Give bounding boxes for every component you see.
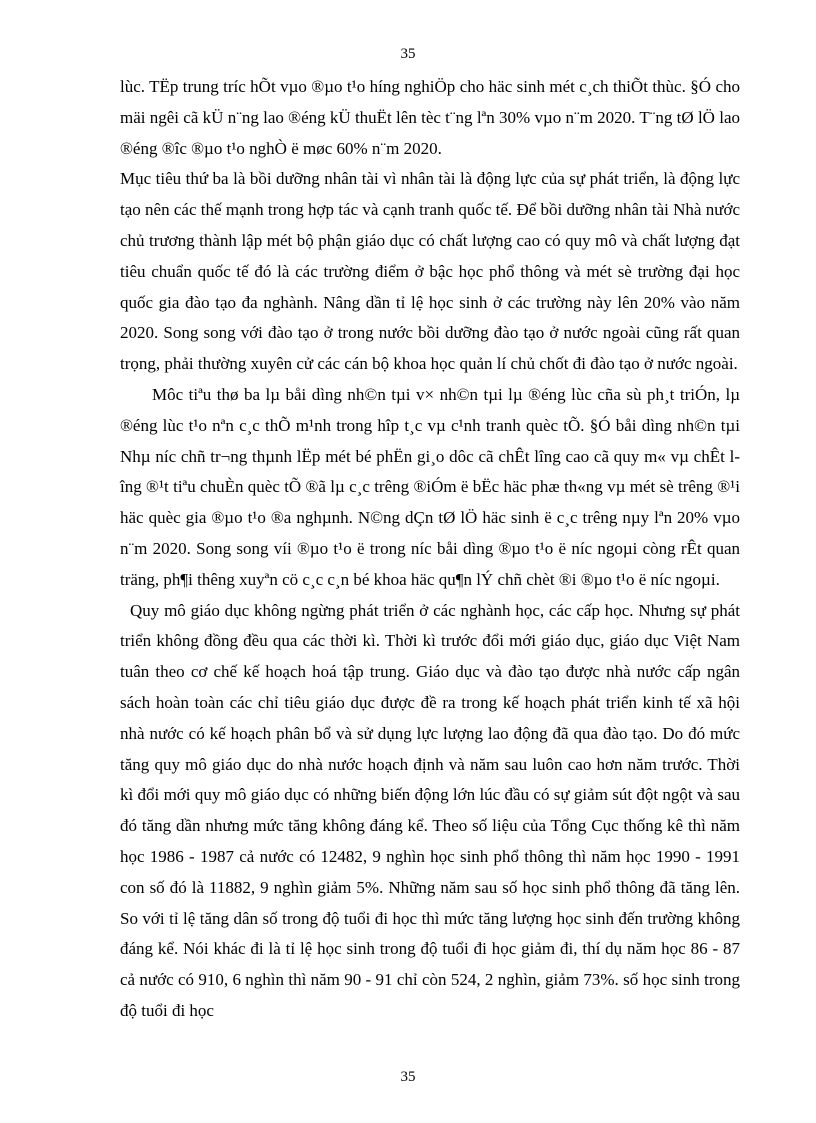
document-body [120, 72, 740, 1027]
paragraph-4: Quy mô giáo dục không ngừng phát triển ở các nghành học, các cấp học. Nhưng sự phát triển không đồng đều qua các thời kì. Thời kì trước đổi mới giáo dục, giáo dục Việt Nam tuân theo cơ chế kế hoạch hoá tập trung. Giáo dục và đào tạo được nhà nước cấp ngân sách hoàn toàn các chỉ tiêu giáo dục được đề ra trong kế hoạch phát triển kinh tế xã hội nhà nước có kế hoạch phân bổ và sử dụng lực lượng lao động đã qua đào tạo. Do đó mức tăng quy mô giáo dục do nhà nước hoạch định và năm sau luôn cao hơn năm trước. Thời kì đổi mới quy mô giáo dục có những biến động lớn lúc đầu có sự giảm sút đột ngột và sau đó tăng dần nhưng mức tăng không đáng kể. Theo số liệu của Tổng Cục thống kê thì năm học 1986 - 1987 cả nước có 12482, 9 nghìn học sinh phổ thông thì năm học 1990 - 1991 con số đó là 11882, 9 nghìn giảm 5%. Những năm sau số học sinh phổ thông đã tăng lên. So với tỉ lệ tăng dân số trong độ tuổi đi học thì mức tăng lượng học sinh đến trường không đáng kể. Nói khác đi là tỉ lệ học sinh trong độ tuổi đi học giảm đi, thí dụ năm học 86 - 87 cả nước có 910, 6 nghìn thì năm 90 - 91 chỉ còn 524, 2 nghìn, giảm 73%. số học sinh trong độ tuổi đi học [120, 600, 740, 1020]
paragraph-2: Mục tiêu thứ ba là bồi dưỡng nhân tài vì nhân tài là động lực của sự phát triển, là động lực tạo nên các thế mạnh trong hợp tác và cạnh tranh quốc tế. Để bồi dưỡng nhân tài Nhà nước chủ trương thành lập mét bộ phận giáo dục có chất lượng cao có quy mô và chất lượng đạt tiêu chuẩn quốc tế đó là các trường điểm ở bậc học phổ thông và mét sè trường đại học quốc gia đào tạo đa nghành. Nâng dần tỉ lệ học sinh ở các trường này lên 20% vào năm 2020. Song song với đào tạo ở trong nước bồi dưỡng đào tạo ở nước ngoài cũng rất quan trọng, phải thường xuyên cử các cán bộ khoa học quản lí chủ chốt đi đào tạo ở nước ngoài. [120, 169, 740, 374]
paragraph-3: Môc tiªu thø ba lµ båi dìng nh©n tµi v× nh©n tµi lµ ®éng lùc cña sù ph¸t triÓn, lµ ®éng lùc t¹o nªn c¸c thÕ m¹nh trong hîp t¸c vµ c¹nh tranh quèc tÕ. §Ó båi dìng nh©n tµi Nhµ níc chñ tr¬ng thµnh lËp mét bé phËn gi¸o dôc cã chÊt lîng cao cã quy m« vµ chÊt lîng ®¹t tiªu chuÈn quèc tÕ ®ã lµ c¸c trêng ®iÓm ë bËc häc phæ th«ng vµ mét sè trêng ®¹i häc quèc gia ®µo t¹o ®a nghµnh. N©ng dÇn tØ lÖ häc sinh ë c¸c trêng nµy lªn 20% vµo n¨m 2020. Song song víi ®µo t¹o ë trong níc båi dìng ®µo t¹o ë níc ngoµi còng rÊt quan träng, ph¶i thêng xuyªn cö c¸c c¸n bé khoa häc qu¶n lÝ chñ chèt ®i ®µo t¹o ë níc ngoµi. [120, 384, 740, 589]
page-number-header: 35 [400, 46, 416, 62]
paragraph-1: lùc. TËp trung tríc hÕt vµo ®µo t¹o híng nghiÖp cho häc sinh mét c¸ch thiÕt thùc. §Ó cho mäi ngêi cã kÜ n¨ng lao ®éng kÜ thuËt lên tèc t¨ng lªn 30% vµo n¨m 2020. T¨ng tØ lÖ lao ®éng ®îc ®µo t¹o nghÒ ë møc 60% n¨m 2020. [120, 77, 740, 158]
page-number-footer: 35 [400, 1069, 416, 1085]
